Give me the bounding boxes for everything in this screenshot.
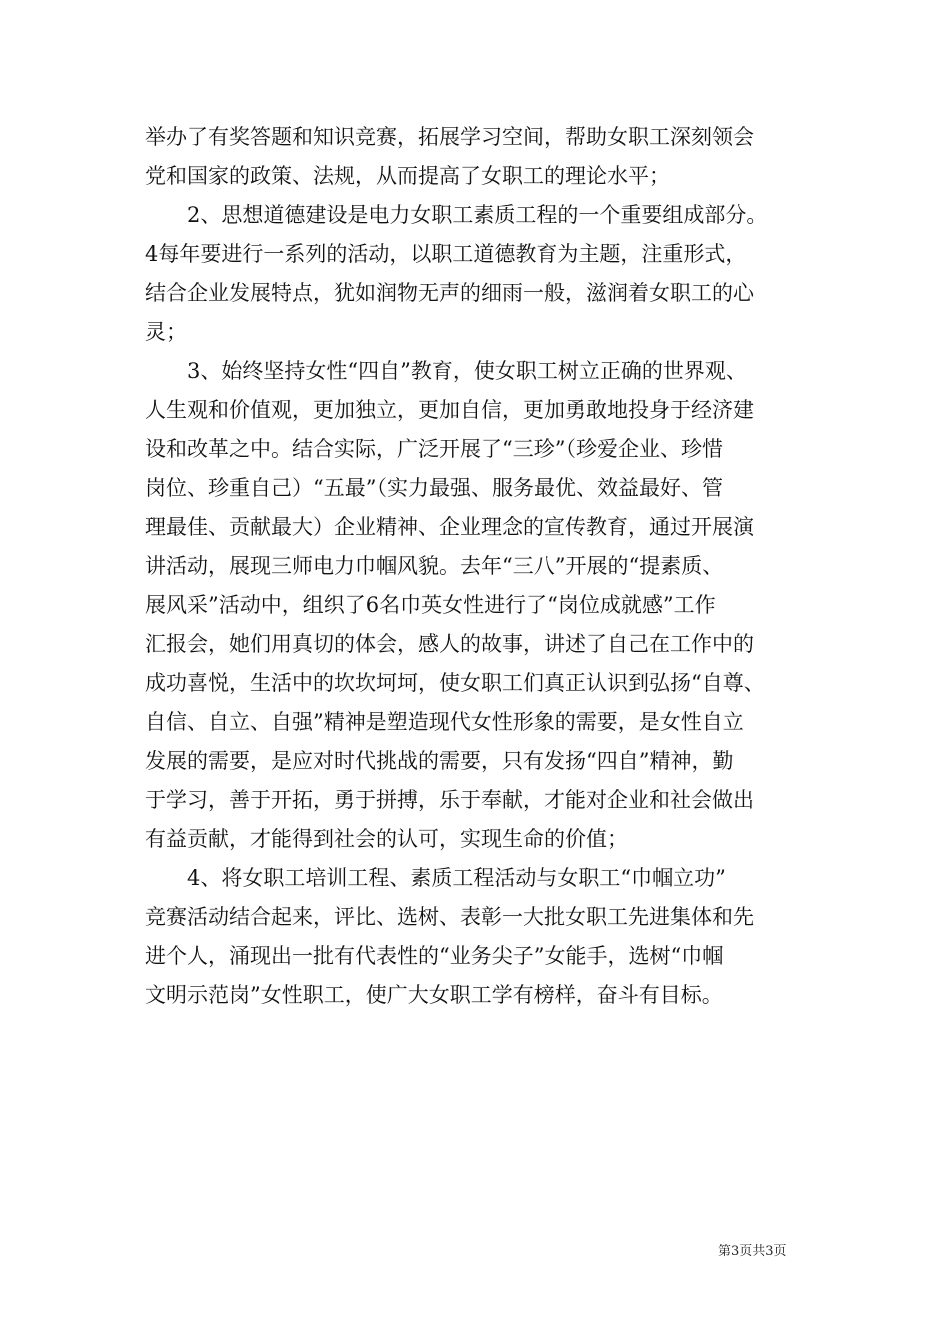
text-line: 人生观和价值观，更加独立，更加自信，更加勇敢地投身于经济建 [145, 398, 754, 422]
text-line: 党和国家的政策、法规，从而提高了女职工的理论水平； [145, 164, 670, 188]
text-line: 岗位、珍重自己）“五最”（实力最强、服务最优、效益最好、管 [145, 476, 723, 500]
page-number: 第3页共3页 [718, 1244, 787, 1259]
text-line: 竞赛活动结合起来，评比、选树、表彰一大批女职工先进集体和先 [145, 905, 754, 929]
body-text [145, 118, 825, 1015]
text-line: 灵； [145, 320, 187, 344]
text-line: 设和改革之中。结合实际，广泛开展了“三珍”（珍爱企业、珍惜 [145, 437, 723, 461]
text-line: 文明示范岗”女性职工，使广大女职工学有榜样，奋斗有目标。 [145, 983, 723, 1007]
text-line: 结合企业发展特点，犹如润物无声的细雨一般，滋润着女职工的心 [145, 281, 754, 305]
text-line: 汇报会，她们用真切的体会，感人的故事，讲述了自己在工作中的 [145, 632, 754, 656]
text-line: 4、将女职工培训工程、素质工程活动与女职工“巾帼立功” [145, 866, 726, 890]
text-line: 有益贡献，才能得到社会的认可，实现生命的价值； [145, 827, 628, 851]
text-line: 3、始终坚持女性“四自”教育，使女职工树立正确的世界观、 [145, 359, 747, 383]
text-line: 展风采”活动中，组织了6名巾英女性进行了“岗位成就感”工作 [145, 593, 716, 617]
text-line: 讲活动，展现三师电力巾帼风貌。去年“三八”开展的“提素质、 [145, 554, 724, 578]
text-line: 于学习，善于开拓，勇于拼搏，乐于奉献，才能对企业和社会做出 [145, 788, 754, 812]
text-line: 举办了有奖答题和知识竞赛，拓展学习空间，帮助女职工深刻领会 [145, 125, 754, 149]
text-line: 发展的需要，是应对时代挑战的需要，只有发扬“四自”精神，勤 [145, 749, 734, 773]
text-line: 理最佳、贡献最大）企业精神、企业理念的宣传教育，通过开展演 [145, 515, 754, 539]
text-line: 2、思想道德建设是电力女职工素质工程的一个重要组成部分。 [145, 203, 768, 227]
text-line: 成功喜悦，生活中的坎坎坷坷，使女职工们真正认识到弘扬“自尊、 [145, 671, 765, 695]
text-line: 自信、自立、自强”精神是塑造现代女性形象的需要，是女性自立 [145, 710, 744, 734]
text-line: 4每年要进行一系列的活动，以职工道德教育为主题，注重形式， [145, 242, 747, 266]
text-line: 进个人，涌现出一批有代表性的“业务尖子”女能手，选树“巾帼 [145, 944, 724, 968]
